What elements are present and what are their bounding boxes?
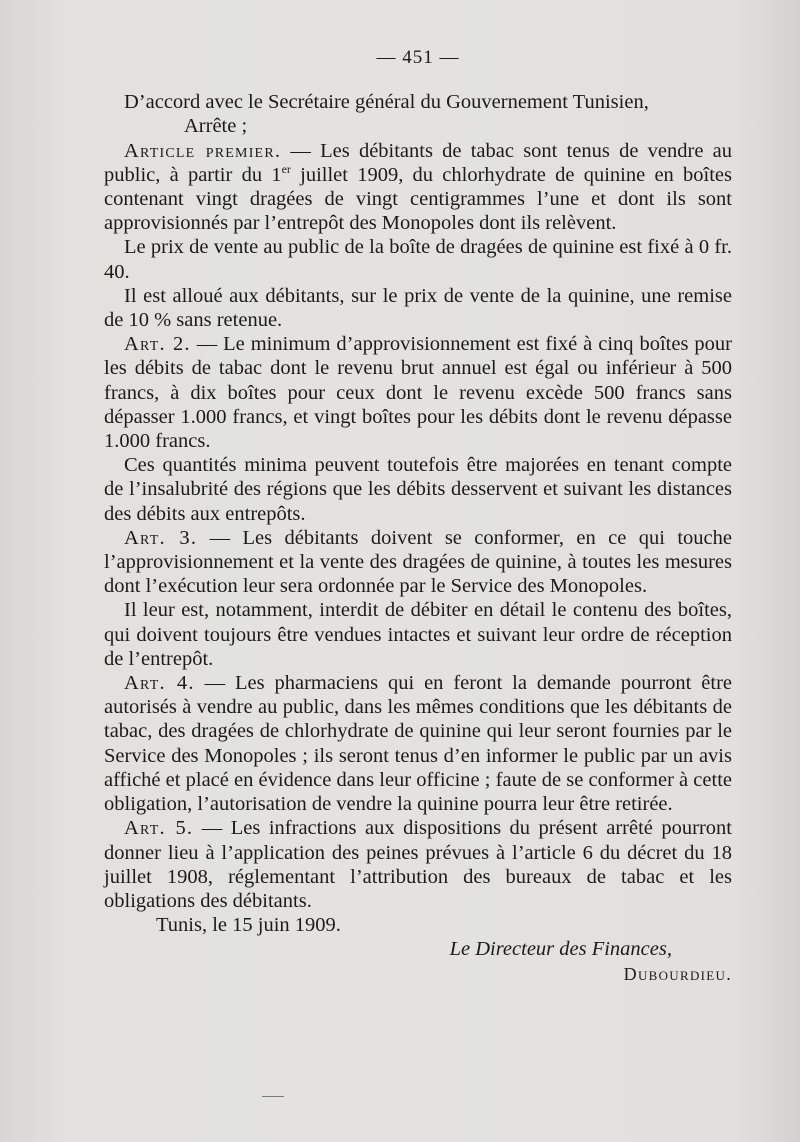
date-line: Tunis, le 15 juin 1909. bbox=[156, 914, 341, 937]
article-3-paragraph: Art. 3. — Les débitants doivent se conformer, en ce qui touche l’approvisionnement et la vente des dragées de quinine, à toutes les mesures dont l’exécution leur sera ordonnée par le Service des Monopoles. bbox=[104, 526, 733, 598]
article-2-paragraph: Art. 2. — Le minimum d’approvisionnement est fixé à cinq boîtes pour les débits de tabac dont le revenu brut annuel est égal ou inférieur à 500 francs, à dix boîtes pour ceux dont le revenu excède 500 francs sans dépasser 1.000 francs, et vingt boîtes pour les débits dont le revenu dépasse 1.000 francs. bbox=[104, 333, 732, 453]
article-5-label: Art. 5. bbox=[124, 817, 194, 840]
article-3-detail-paragraph: Il leur est, notamment, interdit de débiter en détail le contenu des boîtes, qui doivent toujours être vendues intactes et suivant leur ordre de réception de l’entrepôt. bbox=[104, 599, 732, 670]
page-number: — 451 — bbox=[376, 47, 460, 68]
document-page bbox=[104, 46, 732, 986]
article-5-paragraph: Art. 5. — Les infractions aux dispositions du présent arrêté pourront donner lieu à l’application des peines prévues à l’article 6 du décret du 18 juillet 1908, réglementant l’attribution des bureaux de tabac et les obligations des débitants. bbox=[104, 817, 732, 912]
bottom-rule bbox=[262, 1096, 284, 1097]
article-4-label: Art. 4. bbox=[124, 672, 195, 695]
article-4-paragraph: Art. 4. — Les pharmaciens qui en feront la demande pourront être autorisés à vendre au public, dans les mêmes conditions que les débitants de tabac, des dragées de chlorhydrate de quinine qui leur seront fournies par le Service des Monopoles ; ils seront tenus d’en informer le public par un avis affiché et placé en évidence dans leur officine ; faute de se conformer à cette obligation, l’autorisation de vendre la quinine pourra leur être retirée. bbox=[104, 672, 732, 816]
intro-paragraph: D’accord avec le Secrétaire général du Gouvernement Tunisien, bbox=[124, 91, 649, 114]
article-2-quantities-paragraph: Ces quantités minima peuvent toutefois être majorées en tenant compte de l’insalubrité des régions que les débits desservent et suivant les distances des débits aux entrepôts. bbox=[104, 454, 732, 525]
signature-name: Dubourdieu. bbox=[623, 963, 732, 984]
article-1-paragraph: Article premier. — Les débitants de tabac sont tenus de vendre au public, à partir du 1er juillet 1909, du chlorhydrate de quinine en boîtes contenant vingt dragées de vingt centigrammes l’une et dont ils sont approvisionnés par l’entrepôt des Monopoles dont ils relèvent. bbox=[104, 139, 732, 235]
arrete-line: Arrête ; bbox=[184, 115, 248, 138]
article-1-price-paragraph: Le prix de vente au public de la boîte de dragées de quinine est fixé à 0 fr. 40. bbox=[104, 236, 732, 283]
signature-title: Le Directeur des Finances, bbox=[449, 938, 672, 961]
article-1-label: Article premier. bbox=[124, 139, 282, 162]
article-1-remise-paragraph: Il est alloué aux débitants, sur le prix de vente de la quinine, une remise de 10 % sans retenue. bbox=[104, 284, 732, 332]
article-3-label: Art. 3. bbox=[124, 526, 198, 549]
article-2-label: Art. 2. bbox=[124, 333, 191, 356]
